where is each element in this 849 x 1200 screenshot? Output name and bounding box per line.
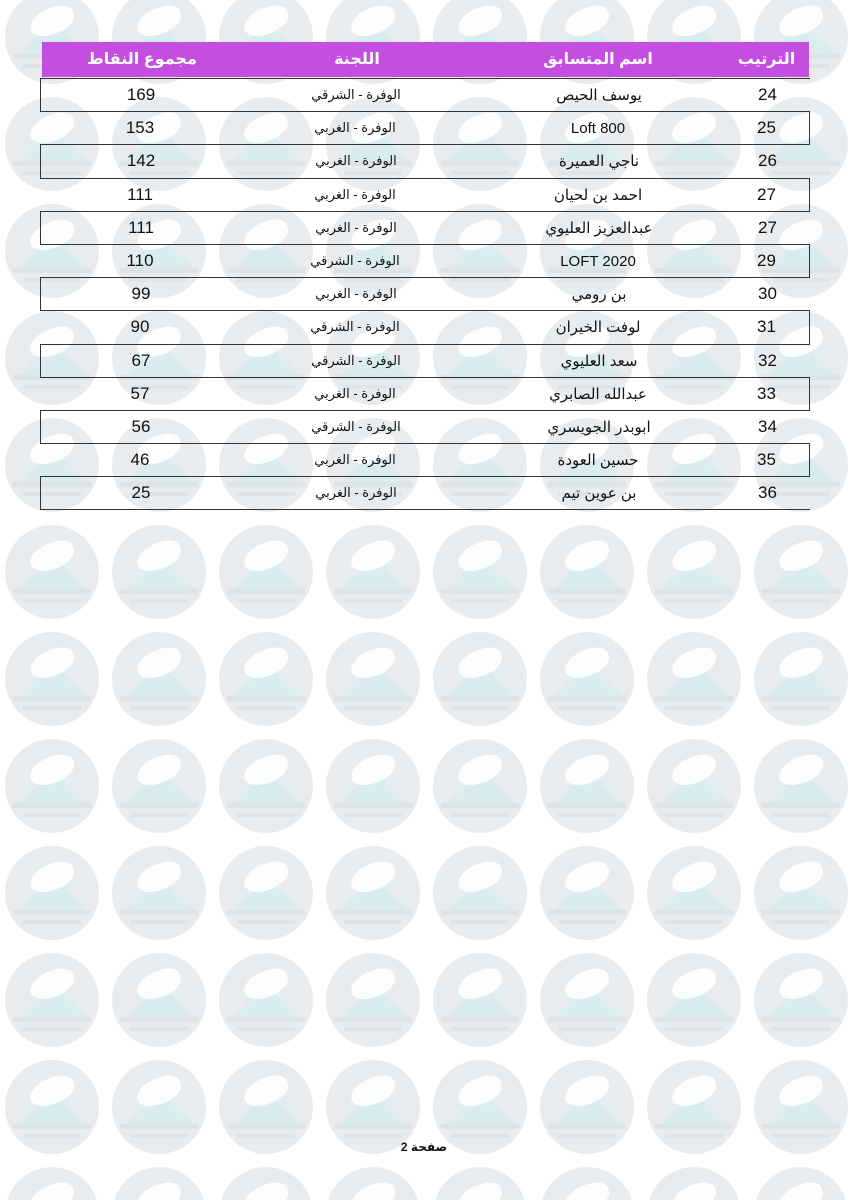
rank-cell: 26 — [758, 151, 777, 171]
rank-cell: 31 — [757, 317, 776, 337]
points-cell: 153 — [125, 118, 155, 138]
rank-cell: 36 — [758, 483, 777, 503]
rank-cell: 27 — [758, 217, 777, 237]
points-cell: 169 — [126, 85, 156, 105]
table-row — [40, 310, 810, 344]
committee-cell: الوفرة - الغربي — [315, 219, 397, 235]
points-cell: 99 — [131, 284, 151, 304]
name-cell: LOFT 2020 — [560, 252, 636, 270]
table-row — [40, 476, 810, 510]
rank-cell: 33 — [757, 383, 776, 403]
table-row — [40, 111, 810, 145]
committee-cell: الوفرة - الغربي — [314, 186, 396, 202]
points-cell: 46 — [130, 450, 150, 470]
name-cell: لوفت الخيران — [555, 319, 641, 337]
table-row — [40, 144, 810, 178]
name-cell: بن عوين تيم — [561, 485, 637, 503]
table-row — [40, 178, 810, 212]
rank-cell: 29 — [757, 251, 776, 271]
table-header — [42, 42, 809, 77]
rank-cell: 30 — [758, 284, 777, 304]
header-points: مجموع النقاط — [87, 51, 197, 68]
name-cell: احمد بن لحيان — [553, 186, 643, 204]
name-cell: ناجي العميرة — [559, 153, 639, 171]
committee-cell: الوفرة - الغربي — [314, 120, 396, 136]
name-cell: Loft 800 — [570, 119, 626, 137]
points-cell: 90 — [130, 317, 150, 337]
committee-cell: الوفرة - الغربي — [314, 385, 396, 401]
name-cell: يوسف الحيص — [556, 87, 642, 105]
header-rank: الترتيب — [737, 51, 796, 68]
name-cell: عبدالعزيز العليوي — [545, 219, 653, 237]
table-row — [40, 244, 810, 278]
table-row — [40, 443, 810, 477]
committee-cell: الوفرة - الشرقي — [311, 418, 401, 434]
committee-cell: الوفرة - الغربي — [315, 485, 397, 501]
rank-cell: 32 — [758, 350, 777, 370]
rank-cell: 35 — [757, 450, 776, 470]
rank-cell: 25 — [757, 118, 776, 138]
points-cell: 25 — [131, 483, 151, 503]
name-cell: عبدالله الصابري — [549, 385, 647, 403]
points-cell: 142 — [126, 151, 156, 171]
points-cell: 56 — [131, 416, 151, 436]
points-cell: 110 — [126, 251, 154, 271]
committee-cell: الوفرة - الغربي — [314, 452, 396, 468]
committee-cell: الوفرة - الغربي — [315, 153, 397, 169]
header-name: اسم المتسابق — [543, 51, 653, 68]
committee-cell: الوفرة - الشرقي — [310, 319, 400, 335]
name-cell: سعد العليوي — [560, 352, 638, 370]
results-table — [40, 79, 810, 510]
table-row — [40, 78, 810, 112]
committee-cell: الوفرة - الشرقي — [311, 87, 401, 103]
header-committee: اللجنة — [334, 51, 380, 68]
committee-cell: الوفرة - الشرقي — [310, 253, 400, 269]
rank-cell: 24 — [758, 85, 777, 105]
points-cell: 111 — [128, 217, 154, 237]
rank-cell: 34 — [758, 416, 777, 436]
name-cell: حسين العودة — [557, 452, 639, 470]
page-number: صفحة 2 — [400, 1140, 448, 1154]
rank-cell: 27 — [757, 184, 776, 204]
table-row — [40, 344, 810, 378]
name-cell: ابوبدر الجويسري — [547, 418, 651, 436]
table-row — [40, 377, 810, 411]
name-cell: بن رومي — [571, 286, 627, 304]
committee-cell: الوفرة - الشرقي — [311, 352, 401, 368]
points-cell: 111 — [127, 184, 153, 204]
committee-cell: الوفرة - الغربي — [315, 286, 397, 302]
table-row — [40, 211, 810, 245]
table-row — [40, 410, 810, 444]
points-cell: 67 — [131, 350, 151, 370]
table-row — [40, 277, 810, 311]
points-cell: 57 — [130, 383, 150, 403]
